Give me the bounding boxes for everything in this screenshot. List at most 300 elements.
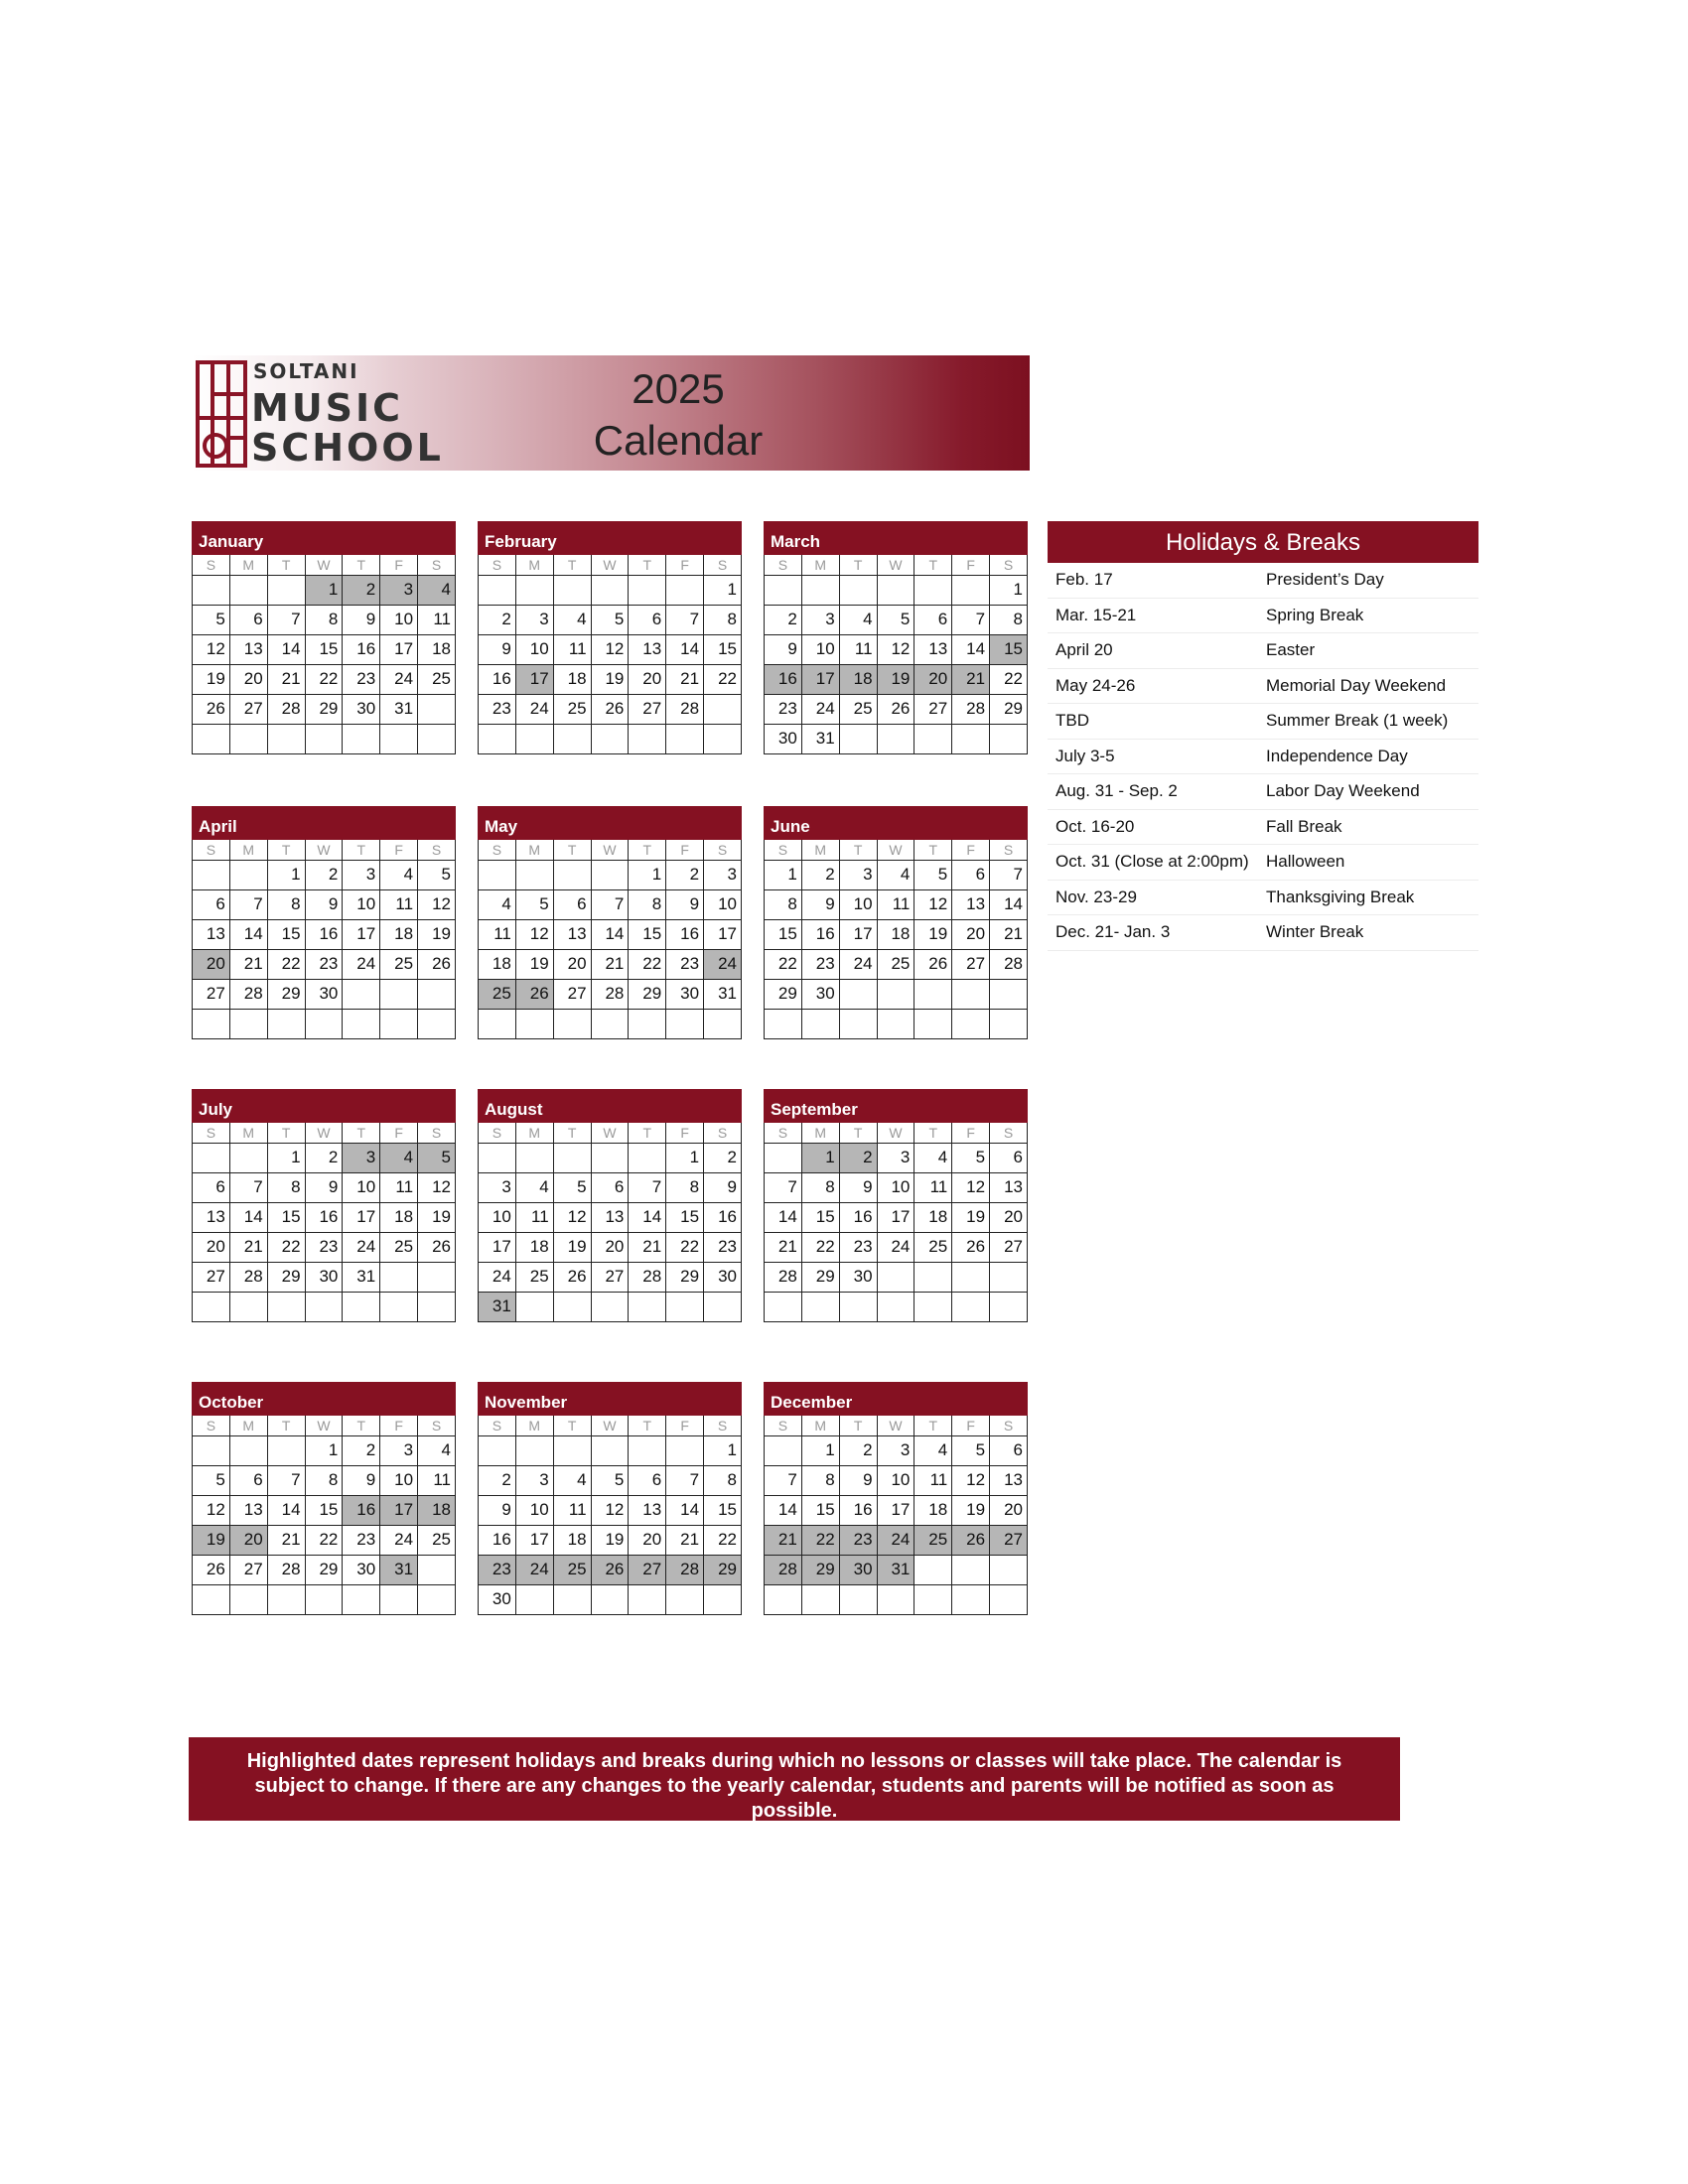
day-cell: 11: [914, 1172, 952, 1202]
day-cell: 4: [553, 605, 591, 634]
day-cell: 23: [704, 1232, 742, 1262]
empty-cell: [479, 724, 516, 753]
day-cell: 2: [801, 860, 839, 889]
day-cell: 1: [629, 860, 666, 889]
day-cell: 19: [914, 919, 952, 949]
day-cell: 2: [479, 1465, 516, 1495]
week-row: [765, 1262, 1028, 1292]
day-cell: 25: [553, 694, 591, 724]
day-cell: 25: [553, 1555, 591, 1584]
day-cell: 21: [591, 949, 629, 979]
empty-cell: [765, 1435, 802, 1465]
day-cell: 25: [380, 1232, 418, 1262]
day-cell: 22: [629, 949, 666, 979]
empty-cell: [553, 860, 591, 889]
week-row: [193, 664, 456, 694]
day-cell: 19: [193, 1525, 230, 1555]
day-cell: 9: [479, 1495, 516, 1525]
day-cell: 12: [418, 1172, 456, 1202]
weekday-label: F: [952, 1416, 990, 1435]
day-cell: 17: [479, 1232, 516, 1262]
day-cell: 3: [343, 860, 380, 889]
day-cell: 30: [479, 1584, 516, 1614]
day-cell: 17: [343, 1202, 380, 1232]
day-cell: 8: [704, 1465, 742, 1495]
weekday-label: S: [418, 555, 456, 575]
day-cell: 24: [801, 694, 839, 724]
day-cell: 15: [765, 919, 802, 949]
week-row: [479, 1262, 742, 1292]
week-row: [193, 1292, 456, 1321]
empty-cell: [305, 1584, 343, 1614]
day-cell: 9: [305, 1172, 343, 1202]
week-row: [479, 1172, 742, 1202]
weekday-label: S: [479, 840, 516, 860]
day-cell: 11: [914, 1465, 952, 1495]
day-cell: 10: [839, 889, 877, 919]
month-name: April: [192, 806, 456, 840]
week-row: [193, 860, 456, 889]
week-row: [479, 860, 742, 889]
day-cell: 27: [629, 1555, 666, 1584]
day-cell: 6: [952, 860, 990, 889]
day-cell: 17: [515, 664, 553, 694]
empty-cell: [591, 1009, 629, 1038]
empty-cell: [629, 575, 666, 605]
day-cell: 28: [229, 979, 267, 1009]
weekday-label: W: [877, 840, 914, 860]
day-cell: 28: [267, 694, 305, 724]
empty-cell: [990, 1009, 1028, 1038]
day-cell: 18: [914, 1202, 952, 1232]
holiday-row: [1048, 633, 1478, 669]
week-row: [479, 575, 742, 605]
day-cell: 6: [193, 1172, 230, 1202]
day-cell: 5: [553, 1172, 591, 1202]
day-cell: 21: [952, 664, 990, 694]
day-cell: 12: [591, 634, 629, 664]
day-cell: 15: [704, 1495, 742, 1525]
day-cell: 13: [229, 634, 267, 664]
week-row: [193, 949, 456, 979]
empty-cell: [229, 1292, 267, 1321]
day-cell: 28: [765, 1555, 802, 1584]
day-cell: 7: [765, 1465, 802, 1495]
day-cell: 4: [479, 889, 516, 919]
week-row: [765, 1495, 1028, 1525]
day-cell: 10: [877, 1172, 914, 1202]
month-name: February: [478, 521, 742, 555]
week-row: [479, 664, 742, 694]
day-cell: 29: [666, 1262, 704, 1292]
day-cell: 29: [801, 1262, 839, 1292]
weekday-label: W: [877, 1416, 914, 1435]
holiday-row: [1048, 915, 1478, 951]
day-cell: 11: [380, 889, 418, 919]
weekday-label: M: [515, 1123, 553, 1143]
weekday-label: S: [418, 1123, 456, 1143]
day-cell: 30: [343, 1555, 380, 1584]
day-cell: 3: [479, 1172, 516, 1202]
empty-cell: [380, 1584, 418, 1614]
day-cell: 26: [193, 694, 230, 724]
weekday-label: W: [305, 1416, 343, 1435]
day-cell: 27: [990, 1232, 1028, 1262]
week-row: [479, 634, 742, 664]
weekday-label: T: [553, 840, 591, 860]
day-cell: 15: [990, 634, 1028, 664]
day-cell: 10: [515, 634, 553, 664]
week-row: [193, 605, 456, 634]
day-cell: 23: [305, 1232, 343, 1262]
weekday-label: W: [591, 1123, 629, 1143]
day-cell: 11: [877, 889, 914, 919]
month-june: [764, 806, 1028, 1039]
day-cell: 5: [418, 1143, 456, 1172]
day-cell: 25: [914, 1525, 952, 1555]
weekday-row: [765, 840, 1028, 860]
week-row: [479, 1202, 742, 1232]
day-cell: 26: [515, 979, 553, 1009]
day-cell: 13: [629, 1495, 666, 1525]
day-cell: 5: [914, 860, 952, 889]
day-cell: 2: [666, 860, 704, 889]
day-cell: 8: [267, 1172, 305, 1202]
empty-cell: [765, 1143, 802, 1172]
empty-cell: [553, 1009, 591, 1038]
day-cell: 31: [380, 694, 418, 724]
empty-cell: [952, 575, 990, 605]
day-cell: 31: [343, 1262, 380, 1292]
day-cell: 29: [765, 979, 802, 1009]
day-cell: 21: [765, 1232, 802, 1262]
day-cell: 30: [305, 1262, 343, 1292]
day-cell: 29: [305, 694, 343, 724]
empty-cell: [479, 1435, 516, 1465]
day-cell: 11: [479, 919, 516, 949]
day-cell: 2: [704, 1143, 742, 1172]
day-cell: 14: [666, 1495, 704, 1525]
weekday-label: T: [267, 1123, 305, 1143]
day-cell: 22: [990, 664, 1028, 694]
day-cell: 25: [418, 664, 456, 694]
holiday-date: Aug. 31 - Sep. 2: [1055, 781, 1178, 800]
day-cell: 15: [267, 1202, 305, 1232]
holiday-name: Independence Day: [1266, 746, 1408, 765]
day-cell: 25: [914, 1232, 952, 1262]
day-cell: 18: [553, 1525, 591, 1555]
day-cell: 31: [479, 1292, 516, 1321]
week-row: [479, 1525, 742, 1555]
day-cell: 30: [839, 1262, 877, 1292]
week-row: [479, 724, 742, 753]
day-cell: 14: [765, 1495, 802, 1525]
day-cell: 22: [801, 1525, 839, 1555]
day-cell: 13: [553, 919, 591, 949]
weekday-label: S: [479, 1123, 516, 1143]
day-cell: 26: [952, 1525, 990, 1555]
empty-cell: [666, 1435, 704, 1465]
day-cell: 2: [343, 1435, 380, 1465]
empty-cell: [229, 860, 267, 889]
day-cell: 29: [801, 1555, 839, 1584]
weekday-label: W: [305, 840, 343, 860]
day-cell: 30: [666, 979, 704, 1009]
day-cell: 21: [229, 1232, 267, 1262]
weekday-label: S: [479, 1416, 516, 1435]
day-cell: 9: [765, 634, 802, 664]
day-cell: 10: [877, 1465, 914, 1495]
weekday-label: M: [229, 555, 267, 575]
empty-cell: [629, 1292, 666, 1321]
day-cell: 26: [553, 1262, 591, 1292]
day-cell: 11: [553, 634, 591, 664]
weekday-label: M: [515, 840, 553, 860]
weekday-label: W: [591, 1416, 629, 1435]
empty-cell: [343, 1584, 380, 1614]
day-cell: 9: [666, 889, 704, 919]
weekday-label: T: [839, 555, 877, 575]
day-cell: 23: [801, 949, 839, 979]
day-cell: 26: [877, 694, 914, 724]
day-cell: 31: [877, 1555, 914, 1584]
day-cell: 20: [629, 664, 666, 694]
day-cell: 20: [914, 664, 952, 694]
logo-text-small: SOLTANI: [253, 359, 359, 383]
weekday-label: T: [629, 555, 666, 575]
day-cell: 17: [877, 1495, 914, 1525]
empty-cell: [990, 1584, 1028, 1614]
day-cell: 3: [380, 1435, 418, 1465]
day-cell: 4: [418, 1435, 456, 1465]
empty-cell: [629, 1435, 666, 1465]
day-cell: 3: [515, 605, 553, 634]
week-row: [765, 1232, 1028, 1262]
day-cell: 19: [591, 664, 629, 694]
month-grid: [192, 555, 456, 754]
weekday-label: S: [704, 555, 742, 575]
empty-cell: [267, 724, 305, 753]
day-cell: 8: [801, 1465, 839, 1495]
day-cell: 11: [418, 1465, 456, 1495]
weekday-label: T: [914, 555, 952, 575]
week-row: [765, 1435, 1028, 1465]
day-cell: 15: [666, 1202, 704, 1232]
day-cell: 26: [418, 1232, 456, 1262]
weekday-label: W: [305, 1123, 343, 1143]
empty-cell: [666, 575, 704, 605]
day-cell: 20: [629, 1525, 666, 1555]
empty-cell: [553, 1584, 591, 1614]
day-cell: 19: [591, 1525, 629, 1555]
weekday-label: M: [229, 840, 267, 860]
holiday-row: [1048, 774, 1478, 810]
month-name: September: [764, 1089, 1028, 1123]
day-cell: 17: [380, 634, 418, 664]
week-row: [193, 1495, 456, 1525]
day-cell: 20: [193, 1232, 230, 1262]
day-cell: 1: [305, 575, 343, 605]
day-cell: 14: [229, 919, 267, 949]
month-february: [478, 521, 742, 754]
weekday-row: [765, 1123, 1028, 1143]
month-grid: [764, 1123, 1028, 1322]
day-cell: 9: [343, 605, 380, 634]
empty-cell: [305, 1009, 343, 1038]
weekday-label: T: [839, 840, 877, 860]
day-cell: 12: [877, 634, 914, 664]
holiday-row: [1048, 740, 1478, 775]
week-row: [193, 575, 456, 605]
day-cell: 4: [515, 1172, 553, 1202]
day-cell: 25: [877, 949, 914, 979]
holiday-date: Feb. 17: [1055, 570, 1113, 589]
month-november: [478, 1382, 742, 1615]
day-cell: 17: [343, 919, 380, 949]
day-cell: 22: [704, 664, 742, 694]
day-cell: 26: [914, 949, 952, 979]
day-cell: 13: [629, 634, 666, 664]
holiday-row: [1048, 881, 1478, 916]
empty-cell: [591, 860, 629, 889]
empty-cell: [666, 1292, 704, 1321]
empty-cell: [380, 1292, 418, 1321]
empty-cell: [343, 1292, 380, 1321]
weekday-row: [479, 840, 742, 860]
weekday-row: [479, 1123, 742, 1143]
day-cell: 7: [229, 889, 267, 919]
week-row: [193, 634, 456, 664]
day-cell: 24: [515, 1555, 553, 1584]
day-cell: 19: [877, 664, 914, 694]
day-cell: 1: [704, 575, 742, 605]
weekday-label: S: [193, 1416, 230, 1435]
day-cell: 5: [418, 860, 456, 889]
empty-cell: [343, 979, 380, 1009]
empty-cell: [990, 1555, 1028, 1584]
day-cell: 16: [765, 664, 802, 694]
week-row: [193, 1584, 456, 1614]
empty-cell: [515, 1009, 553, 1038]
day-cell: 28: [267, 1555, 305, 1584]
weekday-label: S: [765, 555, 802, 575]
day-cell: 5: [591, 605, 629, 634]
week-row: [479, 605, 742, 634]
day-cell: 2: [765, 605, 802, 634]
week-row: [479, 1143, 742, 1172]
day-cell: 15: [629, 919, 666, 949]
day-cell: 16: [479, 664, 516, 694]
holidays-panel: [1048, 521, 1478, 951]
day-cell: 11: [380, 1172, 418, 1202]
day-cell: 19: [193, 664, 230, 694]
day-cell: 12: [193, 634, 230, 664]
day-cell: 7: [267, 1465, 305, 1495]
day-cell: 11: [515, 1202, 553, 1232]
empty-cell: [380, 724, 418, 753]
empty-cell: [839, 724, 877, 753]
empty-cell: [591, 1292, 629, 1321]
day-cell: 17: [839, 919, 877, 949]
day-cell: 26: [418, 949, 456, 979]
day-cell: 18: [418, 1495, 456, 1525]
week-row: [479, 1232, 742, 1262]
weekday-row: [765, 555, 1028, 575]
day-cell: 21: [990, 919, 1028, 949]
day-cell: 26: [591, 694, 629, 724]
day-cell: 6: [629, 605, 666, 634]
day-cell: 8: [305, 605, 343, 634]
day-cell: 14: [591, 919, 629, 949]
day-cell: 7: [666, 605, 704, 634]
weekday-label: S: [193, 1123, 230, 1143]
empty-cell: [629, 1009, 666, 1038]
day-cell: 12: [553, 1202, 591, 1232]
day-cell: 10: [380, 1465, 418, 1495]
day-cell: 12: [914, 889, 952, 919]
empty-cell: [839, 979, 877, 1009]
day-cell: 17: [380, 1495, 418, 1525]
empty-cell: [553, 1435, 591, 1465]
week-row: [193, 1143, 456, 1172]
day-cell: 20: [229, 1525, 267, 1555]
day-cell: 12: [591, 1495, 629, 1525]
empty-cell: [515, 575, 553, 605]
empty-cell: [380, 1262, 418, 1292]
empty-cell: [479, 575, 516, 605]
day-cell: 3: [839, 860, 877, 889]
day-cell: 6: [990, 1143, 1028, 1172]
day-cell: 3: [343, 1143, 380, 1172]
day-cell: 8: [801, 1172, 839, 1202]
day-cell: 19: [418, 1202, 456, 1232]
empty-cell: [914, 575, 952, 605]
holiday-name: Easter: [1266, 640, 1316, 659]
month-name: October: [192, 1382, 456, 1416]
holidays-list: [1048, 563, 1478, 951]
week-row: [479, 889, 742, 919]
day-cell: 10: [343, 1172, 380, 1202]
week-row: [765, 1465, 1028, 1495]
day-cell: 21: [629, 1232, 666, 1262]
header-banner: [192, 355, 1030, 471]
day-cell: 10: [479, 1202, 516, 1232]
empty-cell: [193, 860, 230, 889]
month-september: [764, 1089, 1028, 1322]
week-row: [479, 1495, 742, 1525]
day-cell: 8: [765, 889, 802, 919]
day-cell: 16: [343, 634, 380, 664]
day-cell: 19: [418, 919, 456, 949]
day-cell: 3: [704, 860, 742, 889]
day-cell: 23: [479, 694, 516, 724]
weekday-label: M: [229, 1416, 267, 1435]
empty-cell: [704, 724, 742, 753]
month-grid: [478, 1416, 742, 1615]
day-cell: 15: [305, 1495, 343, 1525]
day-cell: 6: [229, 605, 267, 634]
empty-cell: [267, 1009, 305, 1038]
day-cell: 18: [515, 1232, 553, 1262]
month-grid: [764, 840, 1028, 1039]
weekday-label: M: [515, 555, 553, 575]
day-cell: 27: [193, 1262, 230, 1292]
day-cell: 26: [952, 1232, 990, 1262]
day-cell: 24: [343, 949, 380, 979]
weekday-label: F: [666, 1123, 704, 1143]
week-row: [765, 1292, 1028, 1321]
day-cell: 20: [952, 919, 990, 949]
